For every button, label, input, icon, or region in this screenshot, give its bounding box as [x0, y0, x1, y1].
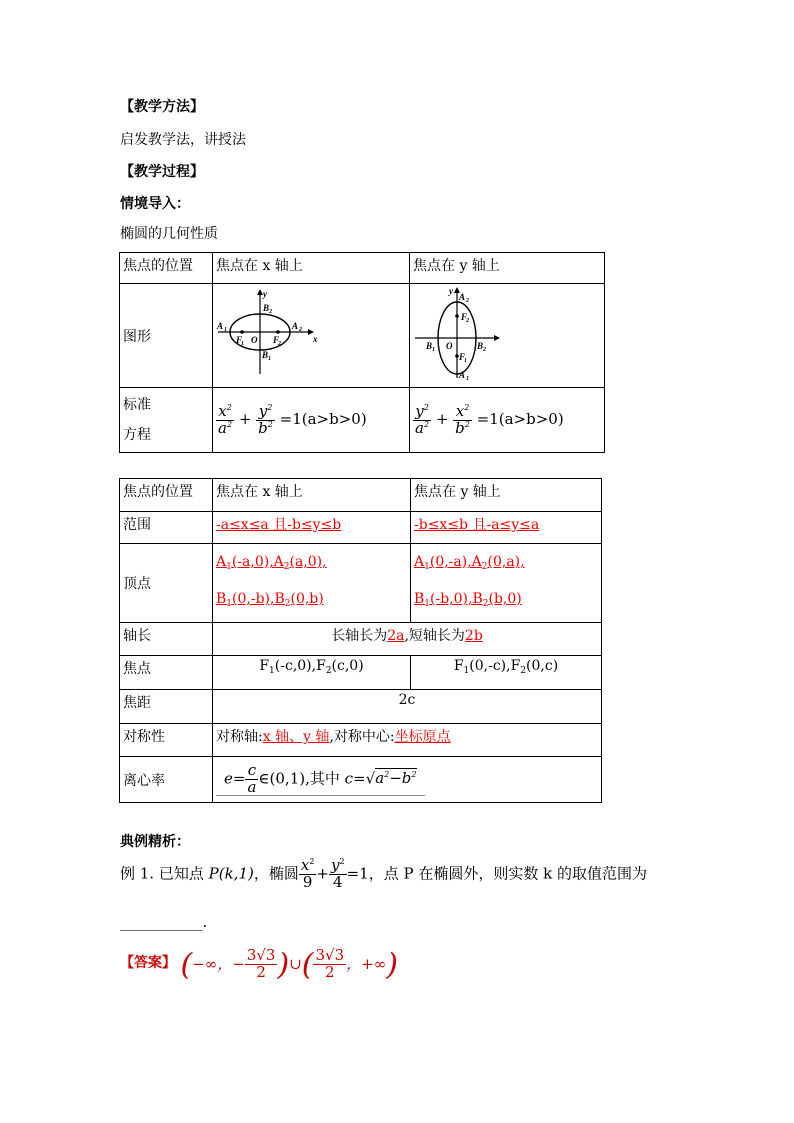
t2-focal-dist-label: 焦距 [120, 690, 213, 724]
svg-text:1: 1 [268, 356, 271, 362]
t1-header-0: 焦点的位置 [120, 253, 213, 284]
vertex-x: $A_1(-a,0),A_2(a,0)$, $B_1(0,-b),B_2(0,b)$ [213, 544, 411, 623]
vertex-y: $A_1(0,-a),A_2(0,a)$, $B_1(-b,0),B_2(b,0)$ [411, 544, 602, 623]
t1-row-eq-b: 方程 [123, 427, 151, 443]
focus-x: $F_1(-c,0),F_2(c,0)$ [213, 656, 411, 690]
focal-distance: 2c [213, 690, 602, 724]
range-x: -a≤x≤a 且-b≤y≤b [216, 517, 342, 533]
t2-focus-label: 焦点 [120, 656, 213, 690]
t2-axis-label: 轴长 [120, 623, 213, 656]
svg-text:2: 2 [269, 309, 272, 315]
answer [120, 947, 398, 982]
fy-label-a2: A [459, 292, 466, 302]
axis-long: 2a [387, 628, 405, 644]
fy-label-b1: B [426, 341, 433, 351]
svg-text:1: 1 [464, 358, 467, 364]
t2-symmetry-label: 对称性 [120, 724, 213, 757]
equation-y: $\frac{y^2}{a^2}$ + $\frac{x^2}{b^2}$ =1(a>b>0) [410, 388, 605, 453]
t1-header-1: 焦点在 x 轴上 [213, 253, 410, 284]
svg-text:2: 2 [278, 341, 281, 347]
axis-short: 2b [464, 628, 483, 644]
fx-label-y: y [263, 289, 267, 299]
ellipse-properties-table [119, 478, 602, 803]
answer-label: 【答案】 [120, 954, 176, 971]
t1-header-2: 焦点在 y 轴上 [410, 253, 605, 284]
t1-row-eq-a: 标准 [123, 397, 151, 413]
t2-range-label: 范围 [120, 512, 213, 544]
svg-text:1: 1 [241, 341, 244, 347]
svg-text:2: 2 [466, 298, 469, 304]
svg-text:2: 2 [483, 347, 486, 353]
equation-x-rhs: =1(a>b>0) [279, 410, 367, 428]
svg-text:2: 2 [466, 318, 469, 324]
sym-axes: x 轴、y 轴 [262, 729, 330, 745]
ellipse-y-diagram [413, 286, 503, 380]
fx-label-x: x [313, 334, 318, 344]
svg-text:1: 1 [432, 347, 435, 353]
topic: 椭圆的几何性质 [120, 226, 218, 242]
fx-label-o: O [251, 335, 258, 345]
t2-header-2: 焦点在 y 轴上 [411, 479, 602, 512]
figure-x-ellipse [213, 284, 410, 388]
fx-label-a2: A [292, 321, 299, 331]
example-heading: 典例精析： [120, 834, 190, 850]
t1-row-figure: 图形 [120, 284, 213, 388]
answer-math: (−∞，− $\frac{3√3}{2}$ )∪( $\frac{3√3}{2}$ ，+∞) [180, 946, 398, 982]
fy-label-o: O [446, 341, 453, 351]
sym-center: 坐标原点 [394, 729, 451, 745]
t2-vertex-label: 顶点 [120, 544, 213, 623]
fy-label-f2: F [461, 312, 468, 322]
heading-process: 【教学过程】 [120, 164, 204, 180]
fx-label-a1: A [217, 321, 224, 331]
fy-label-f1: F [459, 352, 466, 362]
example-1: 例 1. 已知点 P(k,1)，椭圆 $\frac{x^2}{9}$ + $\frac{y^2}{4}$ =1，点 P 在椭圆外，则实数 k 的取值范围为 [120, 856, 647, 891]
focus-y: $F_1(0,-c),F_2(0,c)$ [411, 656, 602, 690]
fy-label-b2: B [477, 341, 484, 351]
t1-row-equation [120, 388, 213, 453]
eccentricity: e= $\frac{c}{a}$ ∈(0,1),其中 $c=√a^2-b^2$ [213, 757, 602, 803]
range-y: -b≤x≤b 且-a≤y≤a [414, 517, 540, 533]
figure-y-ellipse [410, 284, 605, 388]
fx-label-b2: B [263, 303, 270, 313]
example-blank: ___________. [120, 913, 208, 931]
equation-x: $\frac{x^2}{a^2}$ + $\frac{y^2}{b^2}$ =1(a>b>0) [213, 388, 410, 453]
symmetry: 对称轴:x 轴、y 轴,对称中心:坐标原点 [213, 724, 602, 757]
fx-label-f2: F [273, 335, 280, 345]
svg-text:1: 1 [466, 376, 469, 380]
ellipse-x-diagram [216, 286, 326, 376]
equation-y-rhs: =1(a>b>0) [476, 410, 564, 428]
fy-label-y: y [449, 286, 453, 296]
t2-header-1: 焦点在 x 轴上 [213, 479, 411, 512]
fx-label-f1: F [236, 335, 243, 345]
fy-label-a1: A [459, 370, 466, 380]
intro-label: 情境导入： [120, 196, 190, 212]
ellipse-figure-table [119, 252, 605, 453]
method-text: 启发教学法，讲授法 [120, 132, 246, 148]
fx-label-b1: B [262, 350, 269, 360]
t2-ecc-label: 离心率 [120, 757, 213, 803]
t2-header-0: 焦点的位置 [120, 479, 213, 512]
axis-length: 长轴长为2a,短轴长为2b [213, 623, 602, 656]
heading-method: 【教学方法】 [120, 99, 204, 115]
svg-text:2: 2 [299, 327, 302, 333]
svg-text:1: 1 [224, 327, 227, 333]
